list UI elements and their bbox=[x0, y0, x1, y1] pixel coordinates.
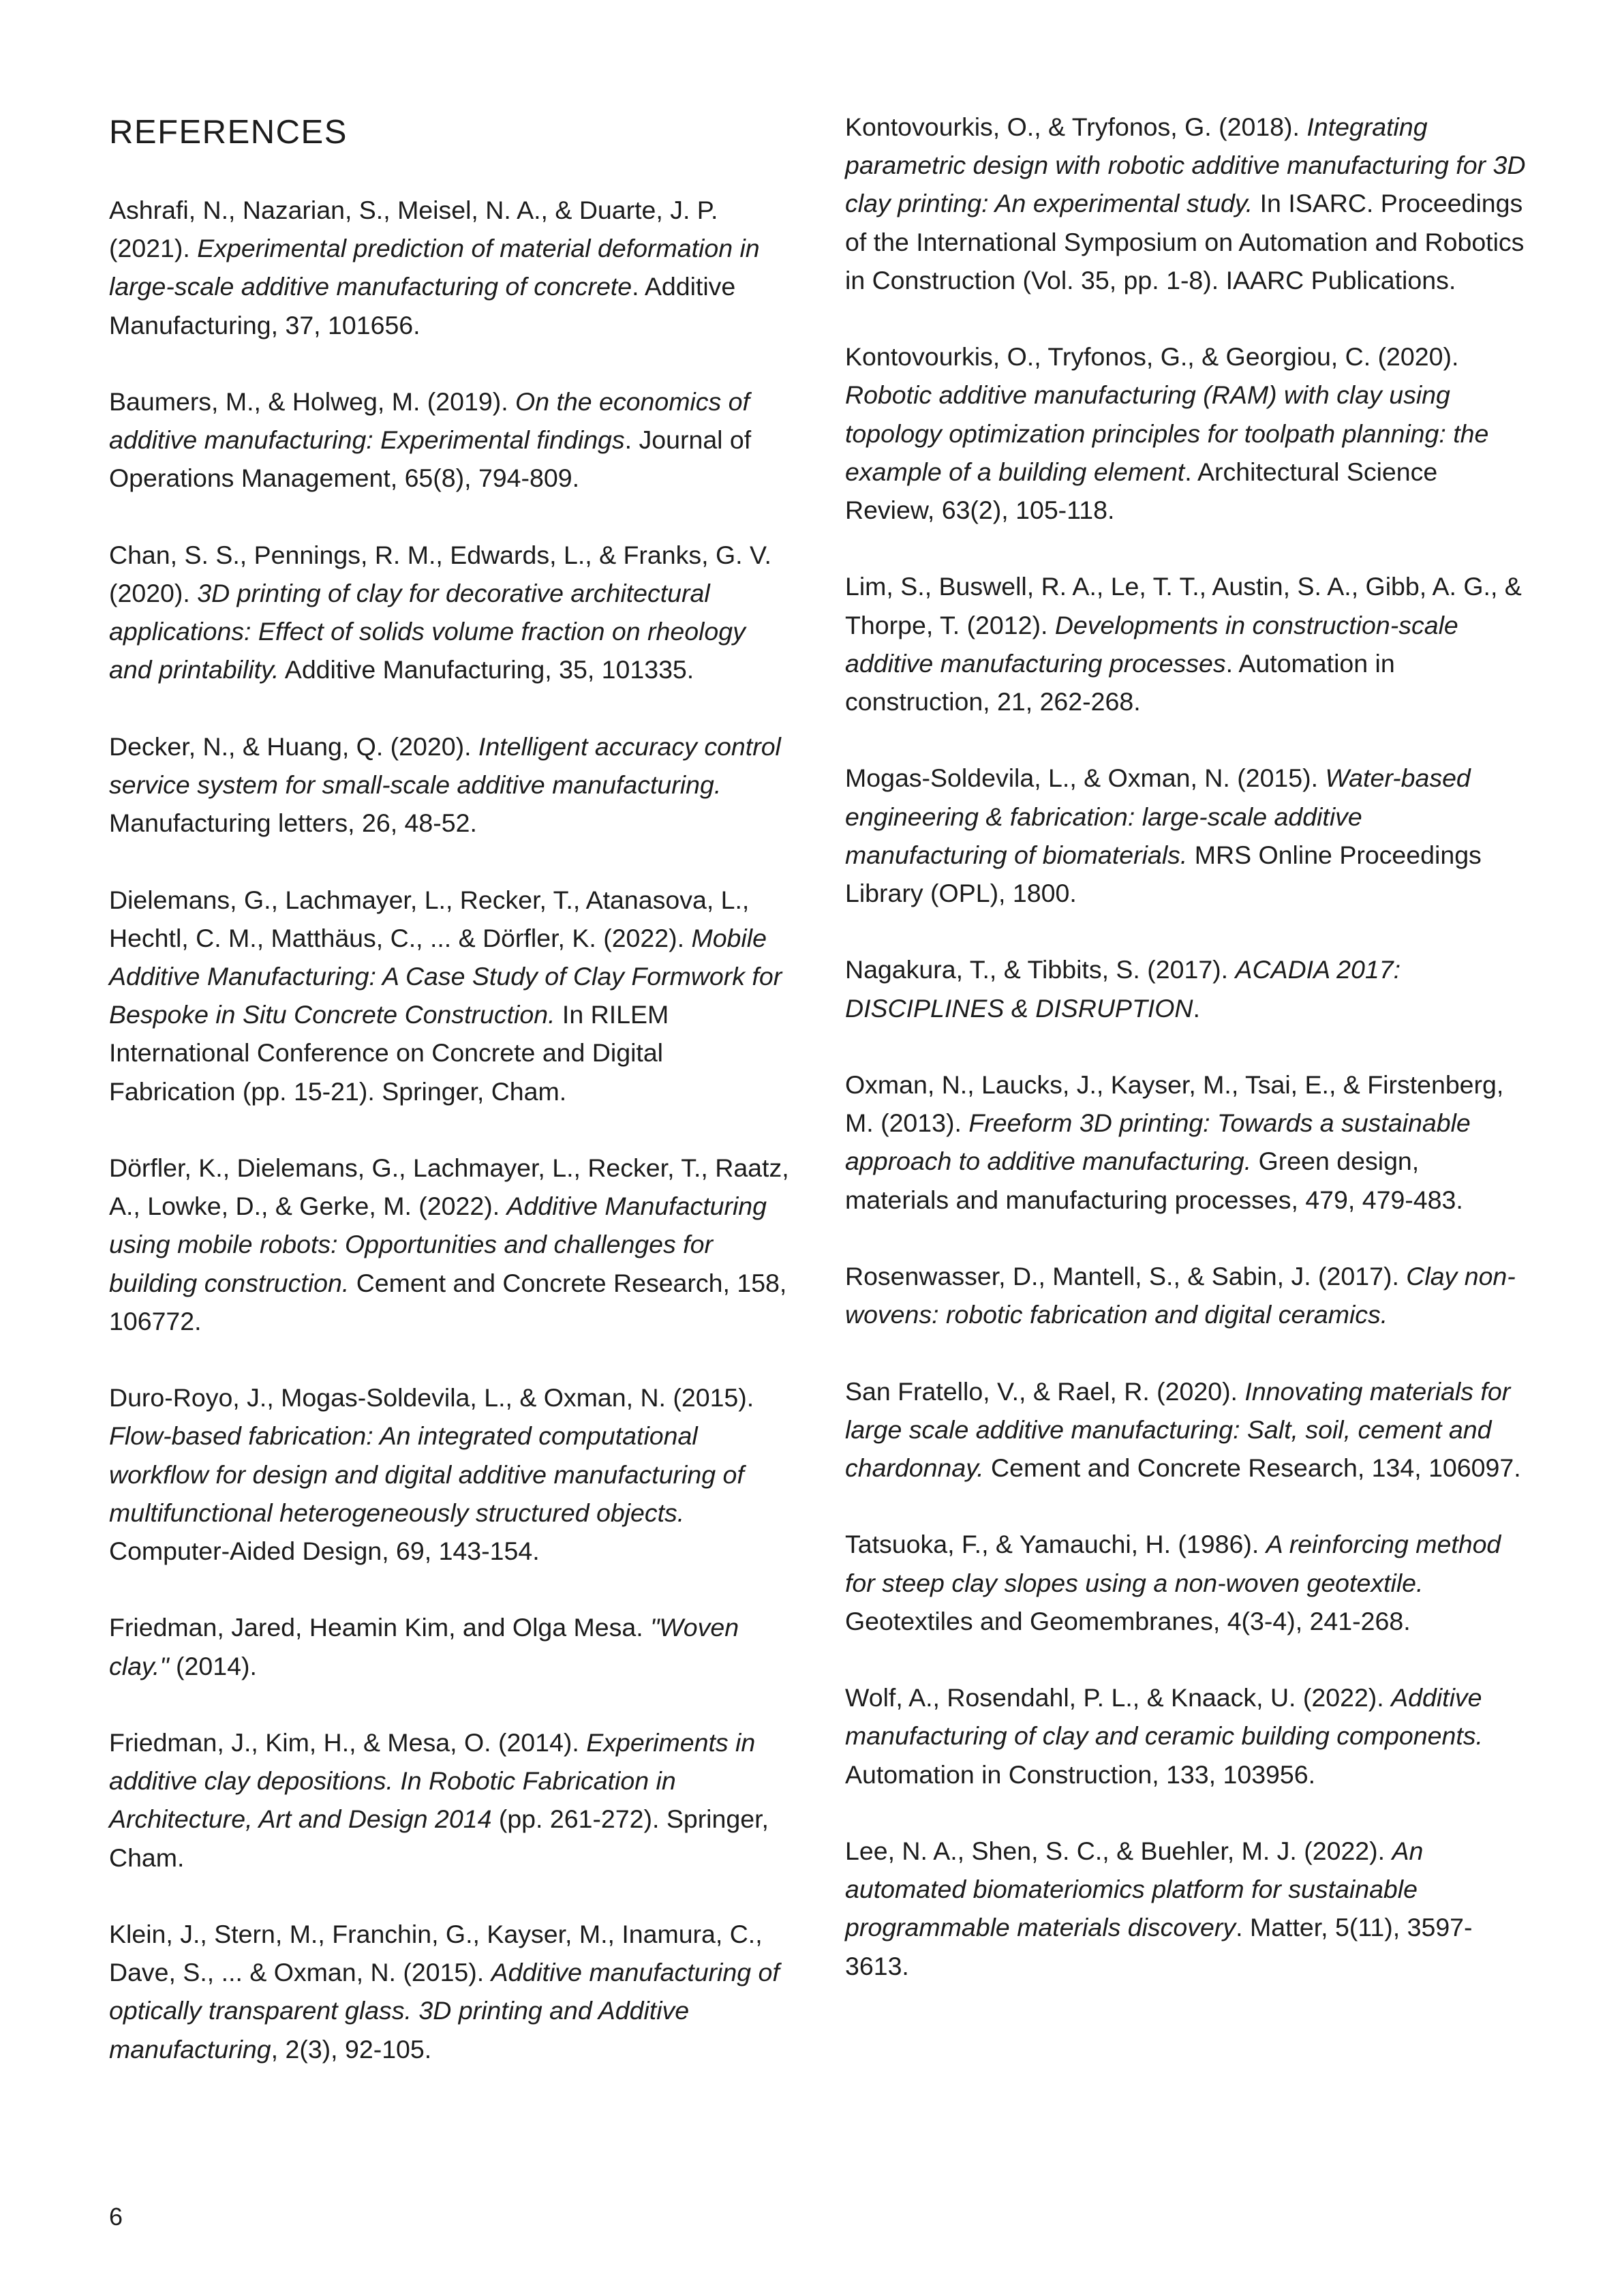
reference-item: Decker, N., & Huang, Q. (2020). Intelligent accuracy control service system for small-scale additive manufacturing. Manufacturing letters, 26, 48-52. bbox=[109, 731, 781, 838]
reference-item: Tatsuoka, F., & Yamauchi, H. (1986). A reinforcing method for steep clay slopes using a non-woven geotextile. Geotextiles and Geomembranes, 4(3-4), 241-268. bbox=[845, 1530, 1501, 1635]
references-column-right bbox=[845, 108, 1527, 2023]
reference-item: Dielemans, G., Lachmayer, L., Recker, T., Atanasova, L., Hechtl, C. M., Matthäus, C., ... & Dörfler, K. (2022). Mobile Additive Manufacturing: A Case Study of Clay Formwork for Bespoke in Situ Concrete Construction. In RILEM International Conference on Concrete and Digital Fabrication (pp. 15-21). Springer, Cham. bbox=[109, 885, 782, 1106]
reference-item: Chan, S. S., Pennings, R. M., Edwards, L., & Franks, G. V. (2020). 3D printing of clay for decorative architectural applications: Effect of solids volume fraction on rheology and printability. Additive Manufacturing, 35, 101335. bbox=[109, 540, 771, 684]
reference-item: Lim, S., Buswell, R. A., Le, T. T., Austin, S. A., Gibb, A. G., & Thorpe, T. (2012). Developments in construction-scale additive manufacturing processes. Automation in construction, 21, 262-268. bbox=[845, 572, 1522, 716]
reference-item: Lee, N. A., Shen, S. C., & Buehler, M. J. (2022). An automated biomateriomics platform for sustainable programmable materials discovery. Matter, 5(11), 3597-3613. bbox=[845, 1836, 1473, 1980]
reference-item: Duro-Royo, J., Mogas-Soldevila, L., & Oxman, N. (2015). Flow-based fabrication: An integrated computational workflow for design and digital additive manufacturing of multifunctional heterogeneously structured objects. Computer-Aided Design, 69, 143-154. bbox=[109, 1383, 754, 1566]
reference-item: Mogas-Soldevila, L., & Oxman, N. (2015). Water-based engineering & fabrication: large-scale additive manufacturing of biomaterials. MRS Online Proceedings Library (OPL), 1800. bbox=[845, 764, 1482, 908]
page-title: REFERENCES bbox=[109, 114, 348, 151]
reference-item: Ashrafi, N., Nazarian, S., Meisel, N. A., & Duarte, J. P. (2021). Experimental prediction of material deformation in large-scale additive manufacturing of concrete. Additive Manufacturing, 37, 101656. bbox=[109, 196, 760, 339]
reference-item: Dörfler, K., Dielemans, G., Lachmayer, L., Recker, T., Raatz, A., Lowke, D., & Gerke, M. (2022). Additive Manufacturing using mobile robots: Opportunities and challenges for building construction. Cement and Concrete Research, 158, 106772. bbox=[109, 1153, 789, 1335]
reference-item: Kontovourkis, O., & Tryfonos, G. (2018). Integrating parametric design with robotic additive manufacturing for 3D clay printing: An experimental study. In ISARC. Proceedings of the International Symposium on Automation and Robotics in Construction (Vol. 35, pp. 1-8). IAARC Publications. bbox=[845, 112, 1526, 294]
reference-item: Kontovourkis, O., Tryfonos, G., & Georgiou, C. (2020). Robotic additive manufacturing (RAM) with clay using topology optimization principles for toolpath planning: the example of a building element. Architectural Science Review, 63(2), 105-118. bbox=[845, 342, 1489, 525]
reference-item: Oxman, N., Laucks, J., Kayser, M., Tsai, E., & Firstenberg, M. (2013). Freeform 3D printing: Towards a sustainable approach to additive manufacturing. Green design, materials and manufacturing processes, 479, 479-483. bbox=[845, 1070, 1504, 1214]
reference-item: Nagakura, T., & Tibbits, S. (2017). ACADIA 2017: DISCIPLINES & DISRUPTION. bbox=[845, 955, 1401, 1023]
reference-item: San Fratello, V., & Rael, R. (2020). Innovating materials for large scale additive manufacturing: Salt, soil, cement and chardonnay. Cement and Concrete Research, 134, 106097. bbox=[845, 1376, 1521, 1482]
reference-item: Baumers, M., & Holweg, M. (2019). On the economics of additive manufacturing: Experimental findings. Journal of Operations Management, 65(8), 794-809. bbox=[109, 387, 752, 493]
page-number: 6 bbox=[109, 2203, 123, 2231]
references-column-left bbox=[109, 191, 791, 2106]
reference-item: Rosenwasser, D., Mantell, S., & Sabin, J. (2017). Clay non-wovens: robotic fabrication and digital ceramics. bbox=[845, 1262, 1516, 1329]
reference-item: Klein, J., Stern, M., Franchin, G., Kayser, M., Inamura, C., Dave, S., ... & Oxman, N. (2015). Additive manufacturing of optically transparent glass. 3D printing and Additive manufacturing, 2(3), 92-105. bbox=[109, 1920, 780, 2064]
reference-item: Wolf, A., Rosendahl, P. L., & Knaack, U. (2022). Additive manufacturing of clay and ceramic building components. Automation in Construction, 133, 103956. bbox=[845, 1683, 1483, 1789]
reference-item: Friedman, J., Kim, H., & Mesa, O. (2014). Experiments in additive clay depositions. In Robotic Fabrication in Architecture, Art and Design 2014 (pp. 261-272). Springer, Cham. bbox=[109, 1728, 769, 1872]
reference-item: Friedman, Jared, Heamin Kim, and Olga Mesa. "Woven clay." (2014). bbox=[109, 1613, 739, 1680]
